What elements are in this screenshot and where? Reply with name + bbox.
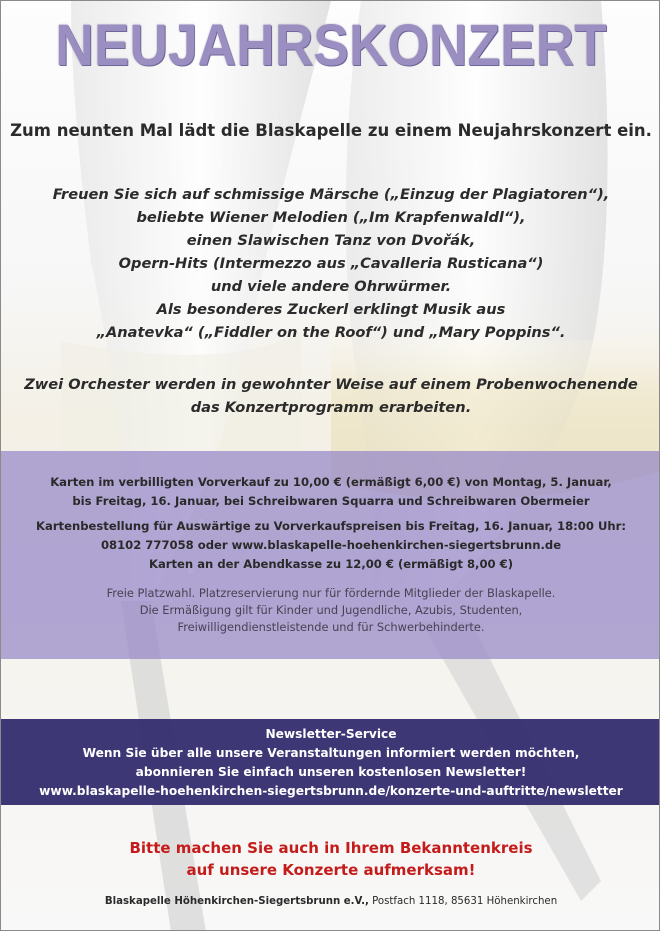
order-line: 08102 777058 oder www.blaskapelle-hoehenkirchen-siegertsbrunn.de [100,538,562,552]
presale-info [11,473,651,511]
presale-line: Karten im verbilligten Vorverkauf zu 10,00 € (ermäßigt 6,00 €) von Montag, 5. Januar, [50,475,612,489]
program-line: Opern-Hits (Intermezzo aus „Cavalleria Rusticana“) [118,255,544,272]
footer-org: Blaskapelle Höhenkirchen-Siegertsbrunn e.V., [104,896,369,907]
program-line: und viele andere Ohrwürmer. [210,278,452,295]
orchestra-note [21,373,641,419]
intro-text: Zum neunten Mal lädt die Blaskapelle zu einem Neujahrskonzert ein. [10,121,652,140]
appeal-line: Bitte machen Sie auch in Ihrem Bekanntenkreis [129,839,533,857]
program-line: Freuen Sie sich auf schmissige Märsche („Einzug der Plagiatoren“), [52,186,610,203]
order-line: Karten an der Abendkasse zu 12,00 € (ermäßigt 8,00 €) [148,557,513,571]
newsletter-heading: Newsletter-Service [265,727,397,741]
order-line: Kartenbestellung für Auswärtige zu Vorverkaufspreisen bis Freitag, 16. Januar, 18:00 Uhr: [36,519,626,533]
orchestra-line: Zwei Orchester werden in gewohnter Weise auf einem Probenwochenende [24,376,638,393]
info-line: Freie Platzwahl. Platzreservierung nur für fördernde Mitglieder der Blaskapelle. [106,586,556,600]
program-line: einen Slawischen Tanz von Dvořák, [186,232,476,249]
newsletter-line: Wenn Sie über alle unsere Veranstaltungen informiert werden möchten, [82,746,580,760]
tickets-section [1,451,660,659]
newsletter-url: www.blaskapelle-hoehenkirchen-siegertsbrunn.de/konzerte-und-auftritte/newsletter [39,784,623,798]
page-title: NEUJAHRSKONZERT [55,13,607,78]
appeal-line: auf unsere Konzerte aufmerksam! [186,861,476,879]
footer-address [1,896,660,907]
order-info [11,517,651,574]
newsletter-section [1,719,660,805]
program-description [21,183,641,344]
footer-postal: Postfach 1118, 85631 Höhenkirchen [372,896,558,907]
info-line: Die Ermäßigung gilt für Kinder und Jugendliche, Azubis, Studenten, [139,603,523,617]
orchestra-line: das Konzertprogramm erarbeiten. [190,399,472,416]
program-line: beliebte Wiener Melodien („Im Krapfenwaldl“), [136,209,526,226]
program-line: „Anatevka“ („Fiddler on the Roof“) und „Mary Poppins“. [96,324,566,341]
presale-line: bis Freitag, 16. Januar, bei Schreibwaren Squarra und Schreibwaren Obermeier [72,494,590,508]
appeal-text [1,837,660,881]
info-line: Freiwilligendienstleistende und für Schwerbehinderte. [177,620,485,634]
newsletter-line: abonnieren Sie einfach unseren kostenlosen Newsletter! [135,765,527,779]
program-line: Als besonderes Zuckerl erklingt Musik aus [156,301,506,318]
seating-discount-info [11,585,651,636]
